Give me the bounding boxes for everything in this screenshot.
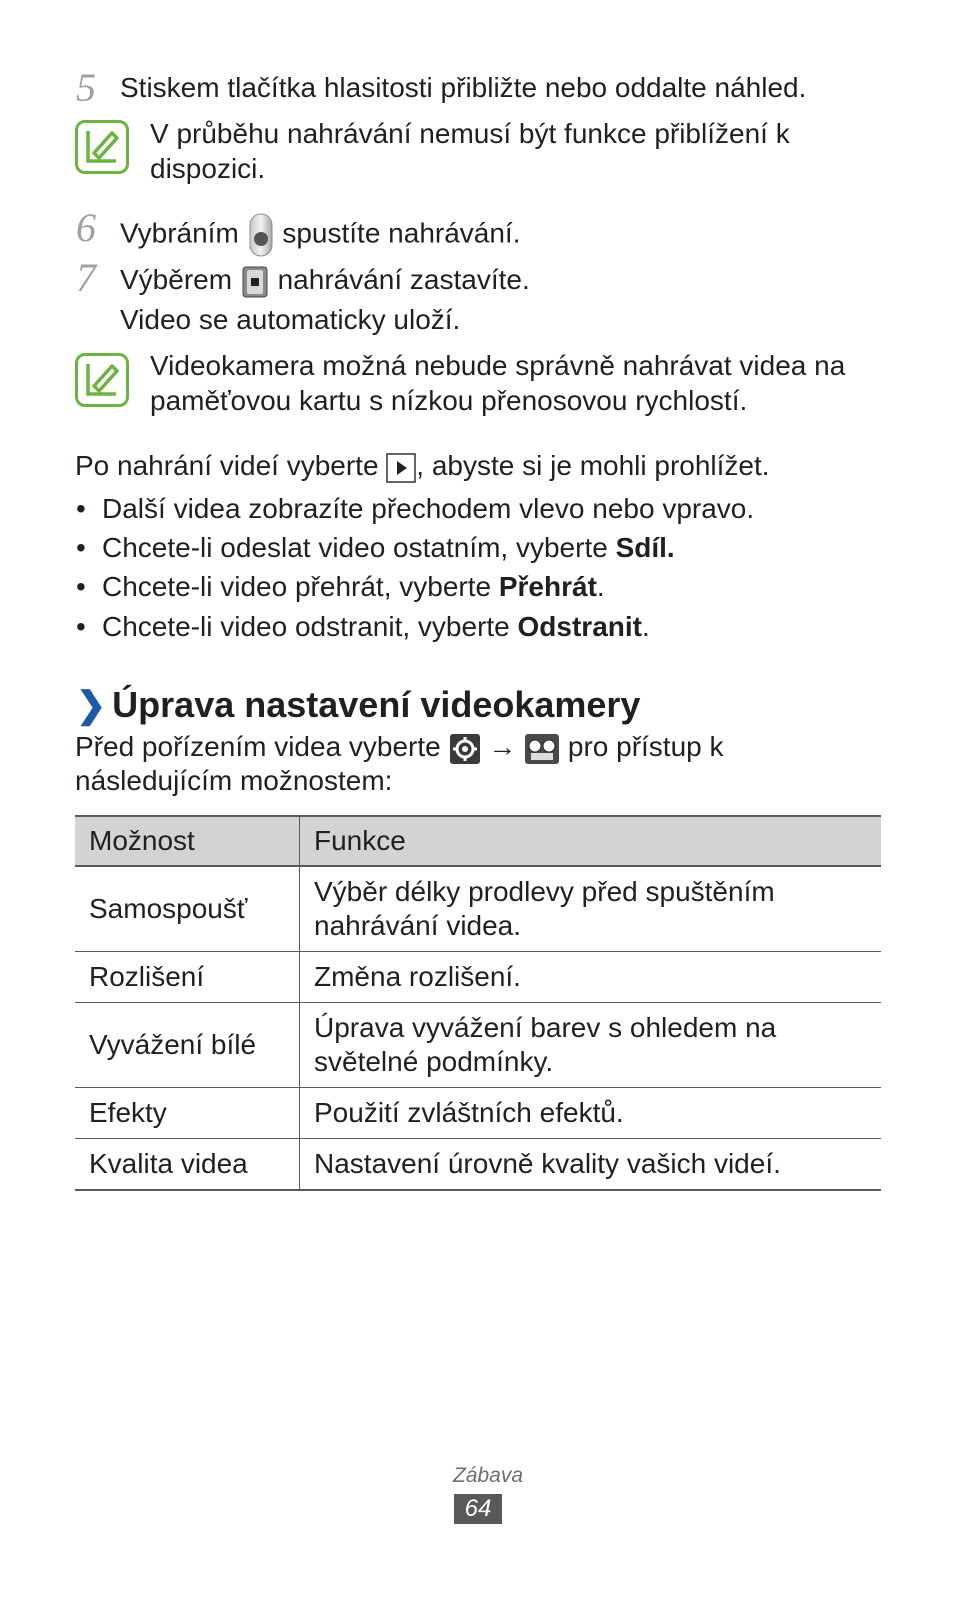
- bullet-item: [102, 610, 650, 644]
- footer-category: Zábava: [452, 1464, 524, 1487]
- bullet-after: .: [642, 611, 650, 642]
- bullet-dot: •: [76, 571, 86, 602]
- review-text: [75, 449, 770, 483]
- step-text-after: nahrávání zastavíte.: [277, 264, 530, 295]
- bullet-text: Chcete-li odeslat video ostatním, vyberte: [102, 532, 616, 563]
- table-cell: Rozlišení: [75, 952, 300, 1003]
- step-number: 7: [76, 255, 96, 300]
- play-icon: [386, 453, 416, 483]
- bullet-text: Chcete-li video přehrát, vyberte: [102, 571, 499, 602]
- cell-line: světelné podmínky.: [314, 1046, 554, 1077]
- table-cell: Efekty: [75, 1088, 300, 1139]
- cell-line: nahrávání videa.: [314, 910, 522, 941]
- bullet-item: [102, 570, 605, 604]
- bullet-bold: Sdíl.: [615, 532, 675, 563]
- arrow: →: [488, 731, 517, 762]
- table-row: [75, 1139, 881, 1191]
- table-row: [75, 1003, 881, 1088]
- bullet-dot: •: [76, 532, 86, 563]
- step-text-after: spustíte nahrávání.: [282, 217, 521, 249]
- note-icon: [75, 353, 129, 407]
- video-camera-settings-icon: [524, 733, 560, 765]
- section-title: Úprava nastavení videokamery: [112, 684, 641, 725]
- review-text-before: Po nahrání videí vyberte: [75, 450, 379, 481]
- note-text: paměťovou kartu s nízkou přenosovou rychlostí.: [150, 385, 748, 416]
- step-text-before: Vybráním: [120, 217, 239, 249]
- table-cell: [300, 1003, 882, 1088]
- table-cell: Změna rozlišení.: [300, 952, 882, 1003]
- cell-line: Výběr délky prodlevy před spuštěním: [314, 876, 775, 907]
- step-number: 6: [76, 205, 96, 250]
- step-number: 5: [76, 65, 96, 110]
- bullet-bold: Přehrát: [498, 571, 597, 602]
- table-row: [75, 866, 881, 952]
- section-intro: následujícím možnostem:: [75, 765, 393, 796]
- bullet-bold: Odstranit: [517, 611, 642, 642]
- options-table: [75, 815, 881, 1191]
- bullet-item: [102, 531, 675, 565]
- step-text: Video se automaticky uloží.: [120, 304, 461, 335]
- table-row: [75, 952, 881, 1003]
- table-cell: Vyvážení bílé: [75, 1003, 300, 1088]
- step-text-before: Výběrem: [120, 264, 233, 295]
- bullet-after: .: [596, 571, 605, 602]
- table-cell: [300, 866, 882, 952]
- bullet-item: Další videa zobrazíte přechodem vlevo nebo vpravo.: [102, 493, 755, 524]
- section-heading: [76, 684, 640, 726]
- review-text-after: , abyste si je mohli prohlížet.: [416, 450, 770, 481]
- note-text: V průběhu nahrávání nemusí být funkce přiblížení k: [150, 118, 790, 149]
- bullet-text: Chcete-li video odstranit, vyberte: [102, 611, 518, 642]
- section-intro: [75, 730, 724, 765]
- settings-gear-icon: [449, 733, 481, 765]
- section-intro-before: Před pořízením videa vyberte: [75, 731, 441, 762]
- note-text: dispozici.: [150, 153, 266, 184]
- table-cell: Kvalita videa: [75, 1139, 300, 1191]
- note-text: Videokamera možná nebude správně nahrávat videa na: [150, 350, 846, 381]
- section-intro-after: pro přístup k: [567, 731, 724, 762]
- column-header: Funkce: [300, 816, 882, 866]
- step-text: Stiskem tlačítka hlasitosti přibližte nebo oddalte náhled.: [120, 72, 807, 103]
- column-header: Možnost: [75, 816, 300, 866]
- bullet-dot: •: [76, 493, 86, 524]
- table-cell: Nastavení úrovně kvality vašich videí.: [300, 1139, 882, 1191]
- step-text: [120, 263, 530, 298]
- table-cell: Použití zvláštních efektů.: [300, 1088, 882, 1139]
- chevron-right-icon: ❯: [76, 684, 107, 725]
- record-button-icon: [249, 213, 273, 257]
- step-text: [120, 213, 521, 257]
- note-icon: [75, 120, 129, 174]
- table-cell: Samospoušť: [75, 866, 300, 952]
- table-row: [75, 1088, 881, 1139]
- cell-line: Úprava vyvážení barev s ohledem na: [314, 1012, 777, 1043]
- page-number: 64: [454, 1494, 502, 1524]
- stop-button-icon: [242, 266, 268, 298]
- bullet-dot: •: [76, 611, 86, 642]
- table-header-row: [75, 816, 881, 866]
